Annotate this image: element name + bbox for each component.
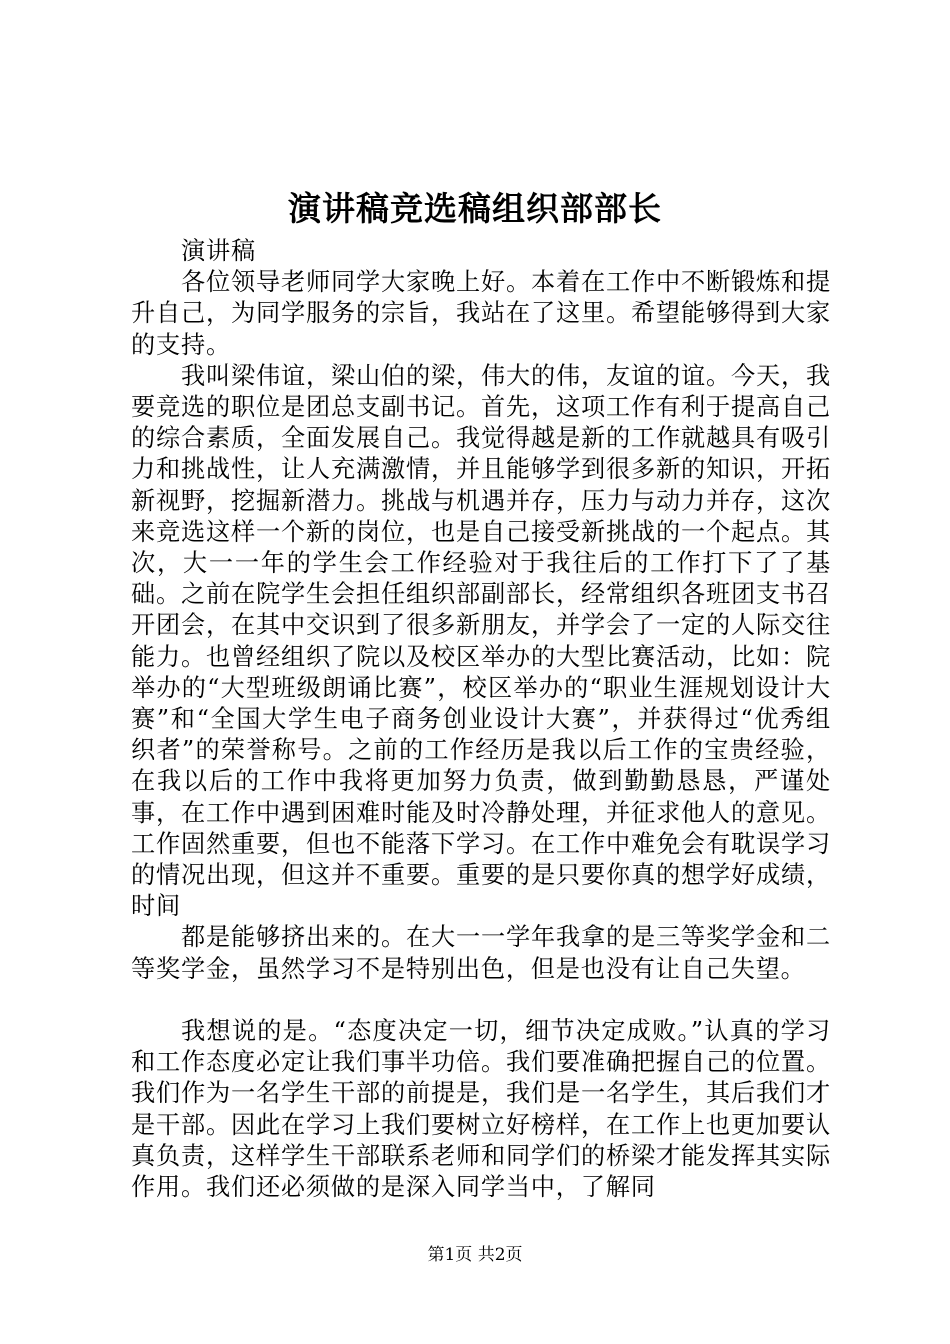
paragraph-introduction: 我叫梁伟谊，梁山伯的梁，伟大的伟，友谊的谊。今天，我要竞选的职位是团总支副书记。首先，这项工作有利于提高自己的综合素质，全面发展自己。我觉得越是新的工作就越具有吸引力和挑战性，让人充满激情，并且能够学到很多新的知识，开拓新视野，挖掘新潜力。挑战与机遇并存，压力与动力并存，这次来竞选这样一个新的岗位，也是自己接受新挑战的一个起点。其次，大一一年的学生会工作经验对于我往后的工作打下了了基础。之前在院学生会担任组织部副部长，经常组织各班团支书召开团会，在其中交识到了很多新朋友，并学会了一定的人际交往能力。也曾经组织了院以及校区举办的大型比赛活动，比如：院举办的“大型班级朗诵比赛”，校区举办的“职业生涯规划设计大赛”和“全国大学生电子商务创业设计大赛”，并获得过“优秀组织者”的荣誉称号。之前的工作经历是我以后工作的宝贵经验，在我以后的工作中我将更加努力负责，做到勤勤恳恳，严谨处事，在工作中遇到困难时能及时冷静处理，并征求他人的意见。工作固然重要，但也不能落下学习。在工作中难免会有耽误学习的情况出现，但这并不重要。重要的是只要你真的想学好成绩，时间 — [131, 361, 831, 921]
paragraph-heading: 演讲稿 — [181, 237, 256, 265]
document-title: 演讲稿竞选稿组织部部长 — [288, 189, 662, 228]
paragraph-attitude: 我想说的是。“态度决定一切，细节决定成败。”认真的学习和工作态度必定让我们事半功倍。我们要准确把握自己的位置。我们作为一名学生干部的前提是，我们是一名学生，其后我们才是干部。因此在学习上我们要树立好榜样，在工作上也更加要认真负责，这样学生干部联系老师和同学们的桥梁才能发挥其实际作用。我们还必须做的是深入同学当中，了解同 — [131, 1017, 831, 1202]
paragraph-study: 都是能够挤出来的。在大一一学年我拿的是三等奖学金和二等奖学金，虽然学习不是特别出色，但是也没有让自己失望。 — [131, 923, 831, 983]
document-body — [131, 236, 831, 1203]
page-footer: 第1页 共2页 — [427, 1245, 523, 1265]
paragraph-greeting: 各位领导老师同学大家晚上好。本着在工作中不断锻炼和提升自己，为同学服务的宗旨，我站在了这里。希望能够得到大家的支持。 — [131, 268, 831, 359]
